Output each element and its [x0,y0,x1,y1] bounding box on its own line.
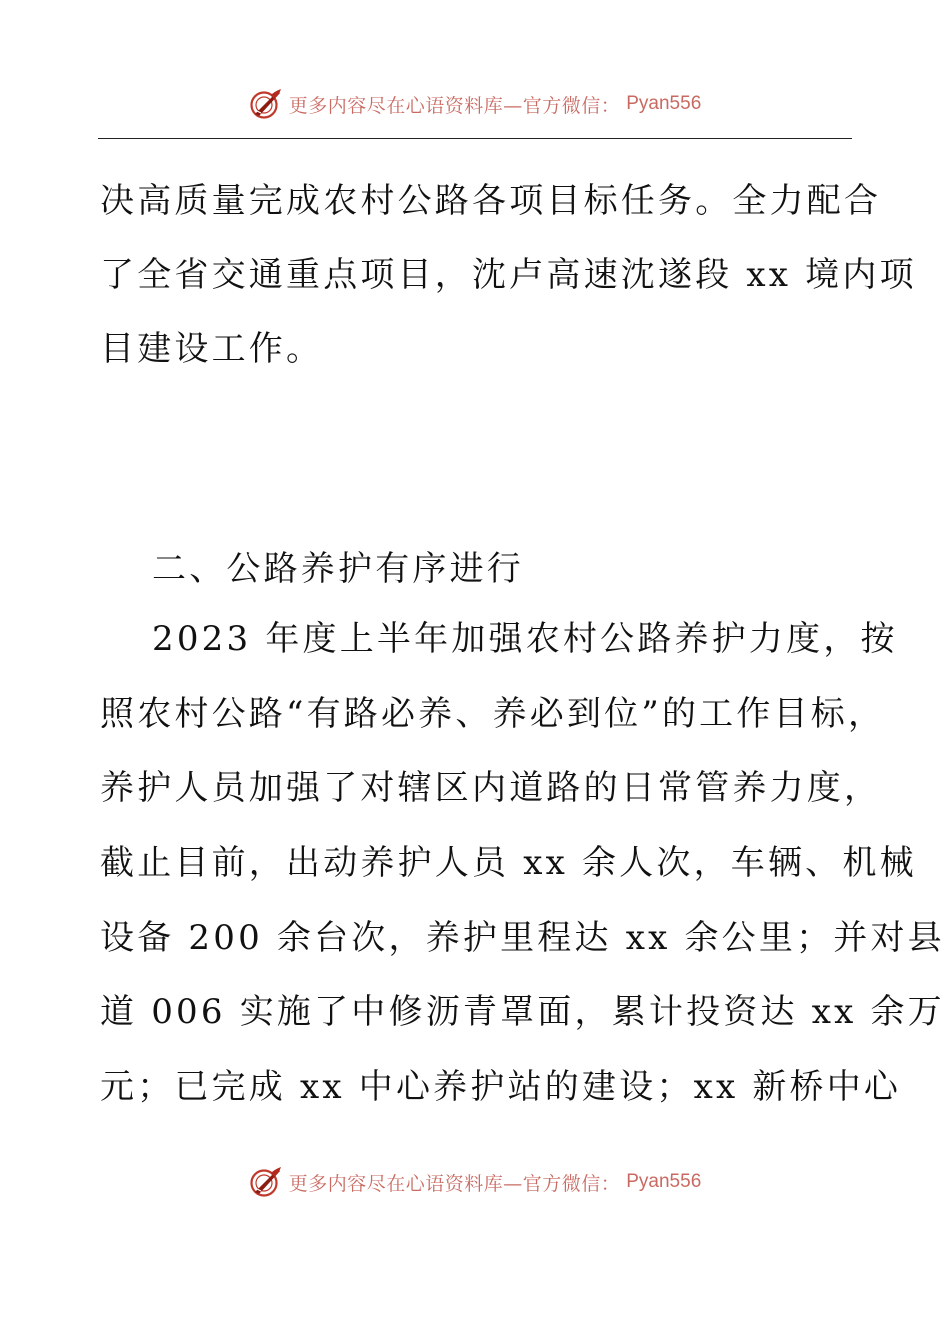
banner-text: 更多内容尽在心语资料库—官方微信： [288,94,621,117]
text-line: 截止目前，出动养护人员 xx 余人次，车辆、机械 [100,843,917,883]
text-line: 照农村公路“有路必养、养必到位”的工作目标， [100,694,886,734]
text-line: 养护人员加强了对辖区内道路的日常管养力度， [100,768,882,808]
text-line: 2023 年度上半年加强农村公路养护力度，按 [152,619,898,659]
header-banner [0,84,950,124]
wechat-id: Pyan556 [626,93,702,114]
section-heading: 二、公路养护有序进行 [152,549,524,589]
header-divider [98,138,852,139]
footer-banner [0,1162,950,1202]
banner-text: 更多内容尽在心语资料库—官方微信： [288,1172,621,1195]
text-line: 元；已完成 xx 中心养护站的建设；xx 新桥中心 [100,1067,902,1107]
quill-pen-circle-icon [249,1165,283,1199]
text-line: 设备 200 余台次，养护里程达 xx 余公里；并对县 [100,918,945,958]
wechat-id: Pyan556 [626,1171,702,1192]
text-line: 目建设工作。 [100,329,324,369]
text-line: 决高质量完成农村公路各项目标任务。全力配合 [100,181,882,221]
text-line: 了全省交通重点项目，沈卢高速沈遂段 xx 境内项 [100,255,917,295]
text-line: 道 006 实施了中修沥青罩面，累计投资达 xx 余万 [100,992,945,1032]
quill-pen-circle-icon [249,87,283,121]
